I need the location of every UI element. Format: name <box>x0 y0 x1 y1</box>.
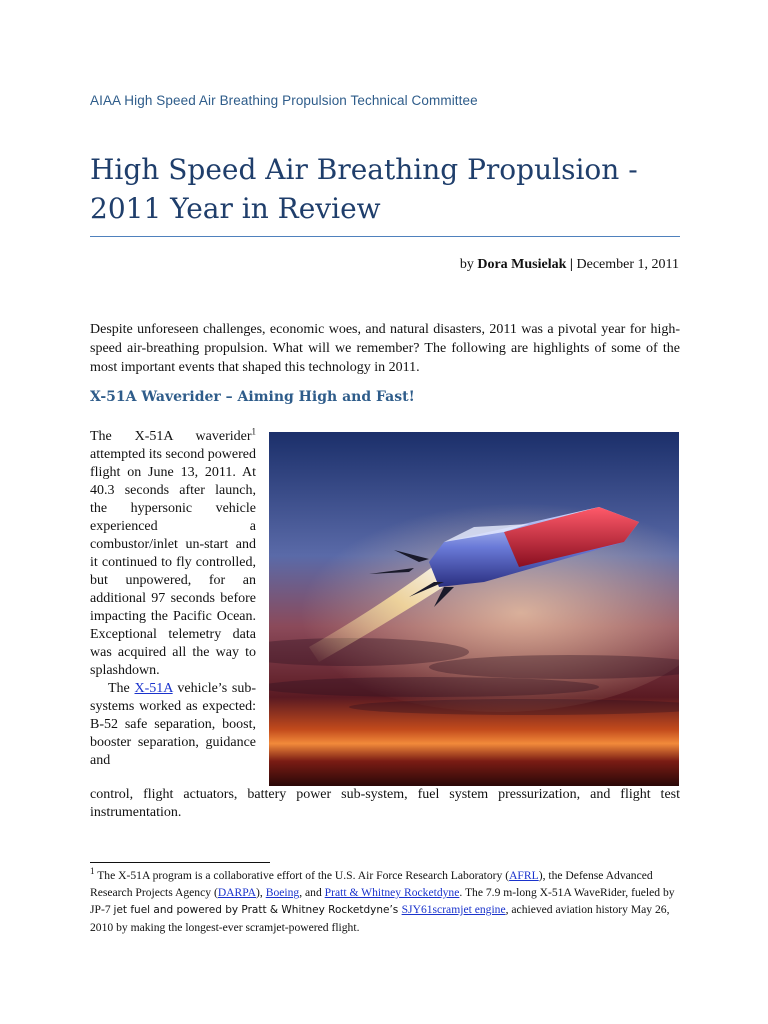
intro-paragraph: Despite unforeseen challenges, economic woes, and natural disasters, 2011 was a pivotal year for high-speed air-breathing propulsion. What will we remember? The following are highlights of some of the most important events that shaped this technology in 2011. <box>90 322 680 375</box>
fn-text-3: ), <box>256 886 266 899</box>
by-prefix: by <box>459 257 474 272</box>
fn-text-6: , achieved aviation history May 26, 2010 by making the longest-ever scramjet-powered flight. <box>90 903 670 934</box>
afrl-link[interactable]: AFRL <box>509 869 539 882</box>
pratt-whitney-link[interactable]: Pratt & Whitney Rocketdyne <box>324 886 460 899</box>
committee-header: AIAA High Speed Air Breathing Propulsion Technical Committee <box>90 93 478 108</box>
x51a-link[interactable]: X-51A <box>134 681 173 696</box>
aircraft-illustration <box>269 432 679 786</box>
footnote-divider <box>90 862 270 863</box>
author-name: Dora Musielak <box>477 257 567 272</box>
fn-text-4: , and <box>299 886 325 899</box>
fn-text-1: The X-51A program is a collaborative effort of the U.S. Air Force Research Laboratory ( <box>94 869 510 882</box>
page-title <box>90 150 690 228</box>
p1-text-b: attempted its second powered flight on June 13, 2011. At 40.3 seconds after launch, the hypersonic vehicle experienced a combustor/inlet un-start and it continued to fly controlled, but unpowered, for an additional 97 seconds before impacting the Pacific Ocean. Exceptional telemetry data was acquired all the way to splashdown. <box>90 447 257 678</box>
p1-text-a: The X-51A waverider <box>90 429 252 444</box>
paragraph-2 <box>90 680 256 770</box>
section-heading: X-51A Waverider – Aiming High and Fast! <box>90 389 415 405</box>
publish-date: December 1, 2011 <box>576 257 679 272</box>
darpa-link[interactable]: DARPA <box>217 886 257 899</box>
byline <box>460 257 679 273</box>
footnote-ref[interactable]: 1 <box>251 426 256 437</box>
footnote-number: 1 <box>90 866 95 877</box>
footnote <box>90 867 680 936</box>
p2-text: vehicle’s sub-systems worked as expected: B-52 safe separation, boost, booster separation, guidance and <box>90 681 256 768</box>
title-line-2: 2011 Year in Review <box>90 192 381 225</box>
paragraph-2-continuation: control, flight actuators, battery power sub-system, fuel system pressurization, and flight test instrumentation. <box>90 787 680 820</box>
x51a-waverider-image <box>269 432 679 786</box>
paragraph-1 <box>90 428 256 680</box>
fn-text-5b: jet fuel and powered by Pratt & Whitney Rocketdyne’s <box>113 904 402 916</box>
article-body-column <box>90 428 256 770</box>
fn-text-2: ), the Defense Advanced Research Projects Agency ( <box>90 869 653 899</box>
p2-prefix: The <box>108 681 130 696</box>
boeing-link[interactable]: Boeing <box>265 886 300 899</box>
sjy61-engine-link[interactable]: SJY61scramjet engine <box>401 903 506 916</box>
title-line-1: High Speed Air Breathing Propulsion - <box>90 153 638 186</box>
title-divider <box>90 236 680 237</box>
byline-separator: | <box>569 257 573 272</box>
fn-text-5: . The 7.9 m-long X-51A WaveRider, fueled by JP-7 <box>90 886 675 916</box>
